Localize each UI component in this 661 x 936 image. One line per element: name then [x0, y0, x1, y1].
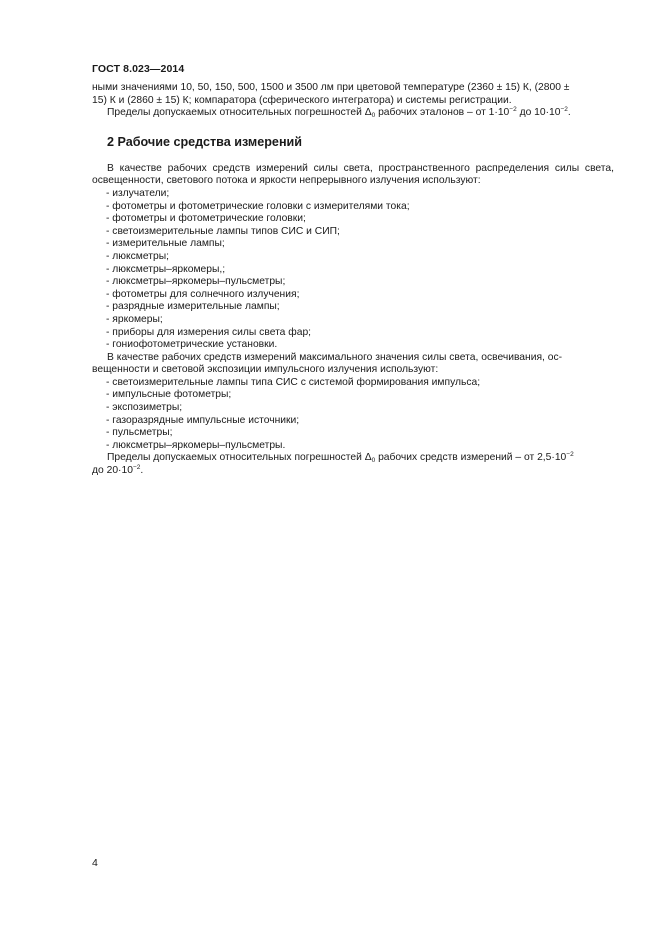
- pulsed-radiation-line-1: В качестве рабочих средств измерений максимального значения силы света, освечивания, ос-: [107, 351, 563, 363]
- working-instruments-limits: [92, 452, 614, 465]
- list-item: - излучатели;: [106, 187, 170, 199]
- limits-prefix: Пределы допускаемых относительных погрешностей Δ: [107, 107, 372, 119]
- list-item: - фотометры и фотометрические головки;: [106, 213, 306, 225]
- continuous-radiation-paragraph: В качестве рабочих средств измерений силы света, пространственного распределения силы света, освещенности, светового потока и яркости непрерывного излучения используют:: [92, 162, 614, 187]
- exponent-3: −2: [566, 451, 574, 459]
- exponent-4: −2: [132, 464, 141, 472]
- working-instruments-limits-cont: [92, 465, 614, 478]
- limits-mid: рабочих эталонов – от 1·10: [375, 107, 510, 119]
- list-item: - экспозиметры;: [106, 402, 183, 414]
- limits-end: .: [567, 107, 571, 119]
- intro-line-1: ными значениями 10, 50, 150, 500, 1500 и 3500 лм при цветовой температуре (2360 ± 15) К, (2800 ±: [92, 82, 570, 93]
- list-item: - приборы для измерения силы света фар;: [106, 326, 312, 338]
- list-item: - пульсметры;: [106, 427, 173, 439]
- limits2-to: до 20·10: [92, 465, 133, 477]
- list-item: - люксметры;: [106, 250, 169, 262]
- continuous-instruments-list: [92, 188, 614, 352]
- list-item: - светоизмерительные лампы типов СИС и СИП;: [106, 225, 340, 237]
- list-item: - люксметры–яркомеры,;: [106, 263, 226, 275]
- page-body: [92, 82, 614, 478]
- list-item: - фотометры и фотометрические головки с измерителями тока;: [106, 200, 410, 212]
- intro-line-2: 15) К и (2860 ± 15) К; компаратора (сферического интегратора) и системы регистрации.: [92, 94, 512, 106]
- list-item: - импульсные фотометры;: [106, 389, 232, 401]
- list-item: - гониофотометрические установки.: [106, 339, 278, 351]
- delta-subscript-2: 0: [371, 457, 376, 465]
- limits2-end: .: [140, 465, 144, 477]
- delta-subscript: 0: [371, 112, 376, 120]
- list-item: - люксметры–яркомеры–пульсметры.: [106, 439, 286, 451]
- working-standards-limits: [92, 107, 614, 120]
- list-item: - люксметры–яркомеры–пульсметры;: [106, 276, 286, 288]
- list-item: - фотометры для солнечного излучения;: [106, 288, 300, 300]
- list-item: - яркомеры;: [106, 313, 163, 325]
- pulsed-instruments-list: [92, 377, 614, 453]
- pulsed-radiation-line-2: вещенности и световой экспозиции импульсного излучения используют:: [92, 364, 439, 376]
- section-title: 2 Рабочие средства измерений: [107, 134, 303, 149]
- page-number: 4: [92, 857, 98, 869]
- exponent-2: −2: [560, 106, 568, 114]
- limits-to: до 10·10: [516, 107, 561, 119]
- limits2-mid: рабочих средств измерений – от 2,5·10: [375, 452, 567, 464]
- exponent-1: −2: [509, 106, 517, 114]
- document-code-header: ГОСТ 8.023—2014: [92, 63, 185, 75]
- list-item: - измерительные лампы;: [106, 238, 225, 250]
- limits2-prefix: Пределы допускаемых относительных погрешностей Δ: [107, 452, 372, 464]
- list-item: - разрядные измерительные лампы;: [106, 301, 280, 313]
- list-item: - газоразрядные импульсные источники;: [106, 414, 300, 426]
- list-item: - светоизмерительные лампы типа СИС с системой формирования импульса;: [106, 376, 481, 388]
